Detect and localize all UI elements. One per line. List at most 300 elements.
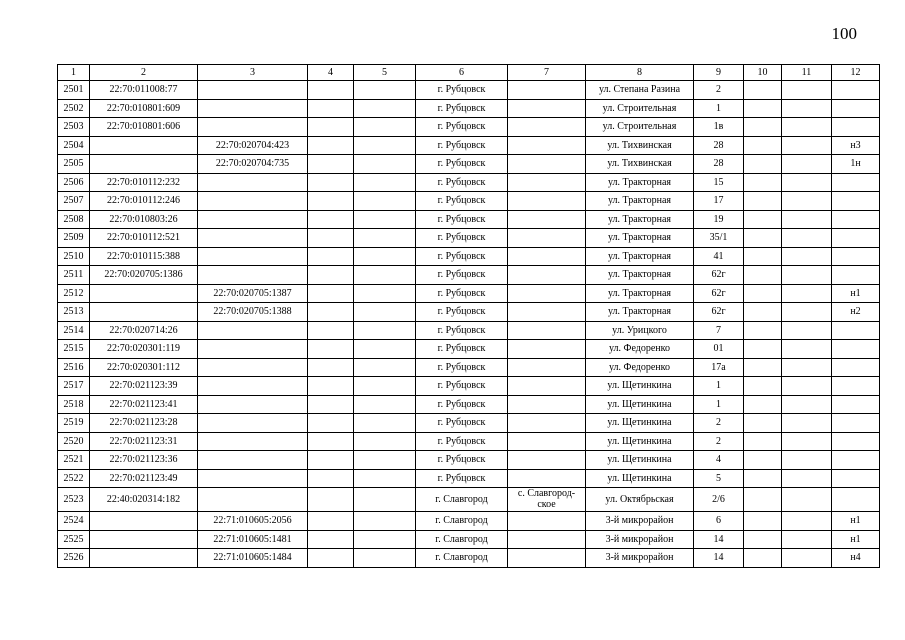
table-cell [354,155,416,174]
table-row [58,530,880,549]
table-cell: г. Рубцовск [416,173,508,192]
table-cell [308,377,354,396]
table-row [58,451,880,470]
table-cell [782,488,832,512]
table-row [58,549,880,568]
table-cell [308,284,354,303]
table-row [58,247,880,266]
table-row [58,81,880,100]
table-cell [832,81,880,100]
table-row [58,99,880,118]
table-cell [308,118,354,137]
table-cell [354,118,416,137]
table-cell [782,266,832,285]
table-cell [782,210,832,229]
table-cell: ул. Строительная [586,118,694,137]
table-cell [744,192,782,211]
table-cell [782,247,832,266]
table-cell: н1 [832,284,880,303]
table-cell [90,512,198,531]
table-cell [354,512,416,531]
table-cell [198,210,308,229]
table-cell [508,321,586,340]
table-cell [832,340,880,359]
table-cell [508,229,586,248]
table-cell: г. Рубцовск [416,229,508,248]
table-row [58,340,880,359]
table-row [58,321,880,340]
table-cell [508,395,586,414]
table-cell [508,377,586,396]
table-cell: 2505 [58,155,90,174]
table-cell: 22:70:021123:28 [90,414,198,433]
table-cell [744,229,782,248]
table-cell [782,284,832,303]
table-cell [308,303,354,322]
table-row [58,512,880,531]
table-cell [508,432,586,451]
table-cell [308,210,354,229]
table-cell: ул. Тракторная [586,192,694,211]
table-row [58,173,880,192]
table-cell: 1 [694,377,744,396]
table-cell: г. Рубцовск [416,81,508,100]
table-cell: 2509 [58,229,90,248]
table-cell: г. Славгород [416,488,508,512]
table-cell: ул. Урицкого [586,321,694,340]
table-cell [354,340,416,359]
table-cell: 22:70:020705:1386 [90,266,198,285]
table-cell: ул. Строительная [586,99,694,118]
table-cell [198,321,308,340]
table-cell: 14 [694,549,744,568]
table-cell: ул. Тракторная [586,229,694,248]
table-cell: 2502 [58,99,90,118]
table-cell: г. Рубцовск [416,395,508,414]
table-cell: 2523 [58,488,90,512]
table-cell: 22:70:021123:49 [90,469,198,488]
table-cell [782,414,832,433]
table-cell [354,99,416,118]
table-cell [744,451,782,470]
table-cell [782,229,832,248]
table-cell [832,247,880,266]
table-cell [744,284,782,303]
table-cell: г. Рубцовск [416,358,508,377]
table-cell: 2520 [58,432,90,451]
table-cell [198,469,308,488]
table-cell: ул. Тракторная [586,266,694,285]
table-row [58,377,880,396]
table-cell: 22:70:010115:388 [90,247,198,266]
table-cell: 22:70:010112:232 [90,173,198,192]
table-cell: 15 [694,173,744,192]
table-cell [508,340,586,359]
table-cell [832,99,880,118]
table-cell: 1 [694,395,744,414]
table-cell [782,432,832,451]
table-cell [198,266,308,285]
table-cell [744,210,782,229]
table-cell: ул. Тихвинская [586,136,694,155]
table-cell [508,303,586,322]
table-cell [782,469,832,488]
table-cell: 01 [694,340,744,359]
table-cell [782,155,832,174]
table-cell [354,432,416,451]
table-cell [508,173,586,192]
table-cell: 2526 [58,549,90,568]
table-cell: 2521 [58,451,90,470]
column-header: 5 [354,65,416,81]
table-cell: 2 [694,432,744,451]
table-cell: 2 [694,81,744,100]
table-cell [308,321,354,340]
table-cell [308,432,354,451]
table-cell [308,549,354,568]
table-cell: 22:70:020704:423 [198,136,308,155]
column-header: 11 [782,65,832,81]
column-header: 10 [744,65,782,81]
table-cell [308,358,354,377]
table-cell [508,155,586,174]
table-cell [354,247,416,266]
table-cell [782,192,832,211]
table-cell: 2506 [58,173,90,192]
table-cell [744,432,782,451]
table-cell: г. Рубцовск [416,284,508,303]
table-cell: 22:70:010112:246 [90,192,198,211]
table-cell [744,377,782,396]
table-cell: 41 [694,247,744,266]
table-cell [90,136,198,155]
table-cell: ул. Щетинкина [586,451,694,470]
column-header: 9 [694,65,744,81]
table-row [58,136,880,155]
table-cell [782,451,832,470]
table-cell: г. Рубцовск [416,377,508,396]
table-cell [832,173,880,192]
table-cell: 22:70:010112:521 [90,229,198,248]
table-cell: ул. Октябрьская [586,488,694,512]
table-cell: г. Рубцовск [416,469,508,488]
table-row [58,414,880,433]
table-cell: 2524 [58,512,90,531]
table-cell [508,414,586,433]
table-row [58,118,880,137]
table-cell [744,266,782,285]
table-cell: 22:70:020705:1388 [198,303,308,322]
table-cell: 22:70:020714:26 [90,321,198,340]
table-cell: ул. Федоренко [586,358,694,377]
table-cell: г. Рубцовск [416,414,508,433]
table-cell [90,530,198,549]
table-cell [308,247,354,266]
table-cell [744,155,782,174]
table-cell [744,321,782,340]
table-cell [744,303,782,322]
table-cell [744,81,782,100]
table-cell: 2517 [58,377,90,396]
table-cell [744,488,782,512]
table-cell: г. Славгород [416,512,508,531]
table-cell [198,247,308,266]
table-cell: ул. Степана Разина [586,81,694,100]
table-cell [198,358,308,377]
table-cell [198,488,308,512]
table-cell [782,81,832,100]
table-cell [782,358,832,377]
table-cell [744,549,782,568]
table-cell [744,247,782,266]
table-cell: 22:70:011008:77 [90,81,198,100]
table-cell [198,432,308,451]
table-cell: 19 [694,210,744,229]
column-header: 1 [58,65,90,81]
table-cell [508,247,586,266]
table-cell [354,303,416,322]
page-number: 100 [831,24,857,43]
table-row [58,229,880,248]
table-cell [782,395,832,414]
table-cell [508,451,586,470]
table-cell [308,340,354,359]
registry-table [57,64,880,568]
table-cell [354,229,416,248]
table-cell [508,266,586,285]
table-cell [782,530,832,549]
table-cell: г. Славгород [416,549,508,568]
table-cell [354,488,416,512]
table-cell: 2504 [58,136,90,155]
table-cell [90,549,198,568]
table-cell: 2511 [58,266,90,285]
table-row [58,210,880,229]
table-cell: г. Рубцовск [416,321,508,340]
table-cell: 62г [694,303,744,322]
table-cell [308,173,354,192]
table-cell [308,229,354,248]
table-cell: 22:70:010803:26 [90,210,198,229]
table-row [58,266,880,285]
table-cell: г. Рубцовск [416,210,508,229]
column-header: 2 [90,65,198,81]
table-cell: 22:40:020314:182 [90,488,198,512]
table-cell [308,266,354,285]
table-cell [508,136,586,155]
table-cell [832,229,880,248]
table-cell [508,118,586,137]
table-cell: 2507 [58,192,90,211]
table-cell [744,512,782,531]
table-cell: 22:70:020301:112 [90,358,198,377]
table-cell [198,99,308,118]
table-cell: 22:70:010801:609 [90,99,198,118]
table-cell: 22:70:021123:41 [90,395,198,414]
table-cell: 22:70:020705:1387 [198,284,308,303]
table-cell: 2519 [58,414,90,433]
table-cell [354,414,416,433]
table-cell: 62г [694,284,744,303]
table-row [58,303,880,322]
table-cell [832,414,880,433]
table-cell [308,469,354,488]
table-cell: г. Рубцовск [416,99,508,118]
table-cell [198,395,308,414]
table-cell: 22:71:010605:2056 [198,512,308,531]
header-row [58,65,880,81]
table-cell [354,358,416,377]
table-cell: 2510 [58,247,90,266]
table-cell: ул. Щетинкина [586,395,694,414]
table-cell [354,469,416,488]
table-cell: ул. Федоренко [586,340,694,359]
table-cell [832,118,880,137]
table-cell: 2514 [58,321,90,340]
table-cell: ул. Щетинкина [586,377,694,396]
table-cell: ул. Щетинкина [586,414,694,433]
table-cell [198,229,308,248]
table-row [58,358,880,377]
table-cell: г. Рубцовск [416,192,508,211]
table-cell [832,395,880,414]
table-cell [354,210,416,229]
table-cell [354,136,416,155]
table-cell [832,432,880,451]
table-cell [782,321,832,340]
table-cell [782,512,832,531]
table-cell [782,173,832,192]
table-cell [308,414,354,433]
table-cell: 22:70:010801:606 [90,118,198,137]
table-cell [354,266,416,285]
table-cell [508,284,586,303]
table-cell: г. Рубцовск [416,303,508,322]
table-cell [744,340,782,359]
table-cell [354,377,416,396]
table-cell: 62г [694,266,744,285]
table-cell: г. Рубцовск [416,136,508,155]
table-row [58,395,880,414]
table-cell [198,414,308,433]
table-cell [832,488,880,512]
table-cell [832,469,880,488]
table-cell: 22:71:010605:1484 [198,549,308,568]
table-cell [308,512,354,531]
table-cell: г. Рубцовск [416,340,508,359]
table-header [58,65,880,81]
table-cell [354,284,416,303]
table-cell: г. Рубцовск [416,118,508,137]
table-cell: 17 [694,192,744,211]
table-cell: ул. Тракторная [586,247,694,266]
table-cell: н4 [832,549,880,568]
table-cell [308,530,354,549]
table-cell: 2522 [58,469,90,488]
column-header: 8 [586,65,694,81]
table-cell: 1в [694,118,744,137]
table-cell [508,99,586,118]
table-cell: 2516 [58,358,90,377]
table-cell: 2508 [58,210,90,229]
table-cell [508,530,586,549]
table-cell: с. Славгород-ское [508,488,586,512]
table-cell [308,136,354,155]
table-cell [90,303,198,322]
table-cell [782,118,832,137]
table-cell: 22:71:010605:1481 [198,530,308,549]
table-cell: 3-й микрорайон [586,549,694,568]
table-cell [354,549,416,568]
table-cell: 7 [694,321,744,340]
table-cell [354,192,416,211]
table-cell [308,488,354,512]
column-header: 6 [416,65,508,81]
table-cell: 2513 [58,303,90,322]
table-cell: ул. Тракторная [586,284,694,303]
table-cell [308,395,354,414]
table-cell [508,512,586,531]
table-cell: ул. Щетинкина [586,432,694,451]
table-cell: н2 [832,303,880,322]
table-cell: г. Рубцовск [416,155,508,174]
table-cell [832,377,880,396]
table-cell: г. Рубцовск [416,451,508,470]
table-cell [782,549,832,568]
table-row [58,469,880,488]
table-cell [832,192,880,211]
table-cell [354,321,416,340]
table-cell [508,192,586,211]
column-header: 7 [508,65,586,81]
table-cell: 2/6 [694,488,744,512]
table-cell: 2518 [58,395,90,414]
table-cell: 2525 [58,530,90,549]
table-cell: 22:70:020704:735 [198,155,308,174]
table-cell: 22:70:021123:36 [90,451,198,470]
table-cell [744,414,782,433]
table-cell: ул. Тракторная [586,210,694,229]
table-cell [832,451,880,470]
table-cell [782,377,832,396]
table-cell: 14 [694,530,744,549]
table-cell [508,469,586,488]
table-cell: 5 [694,469,744,488]
table-cell [198,340,308,359]
table-cell: ул. Тихвинская [586,155,694,174]
table-cell: г. Рубцовск [416,247,508,266]
table-cell: 2515 [58,340,90,359]
table-cell: н1 [832,512,880,531]
table-cell: 1 [694,99,744,118]
table-cell [832,321,880,340]
table-cell [508,549,586,568]
table-cell: 17а [694,358,744,377]
table-cell [508,358,586,377]
table-cell [744,173,782,192]
table-cell [744,395,782,414]
column-header: 12 [832,65,880,81]
column-header: 4 [308,65,354,81]
table-cell [198,118,308,137]
table-cell [832,358,880,377]
table-cell [744,99,782,118]
table-cell [782,136,832,155]
table-cell: г. Рубцовск [416,432,508,451]
table-cell [308,99,354,118]
table-cell [308,451,354,470]
table-cell: ул. Щетинкина [586,469,694,488]
